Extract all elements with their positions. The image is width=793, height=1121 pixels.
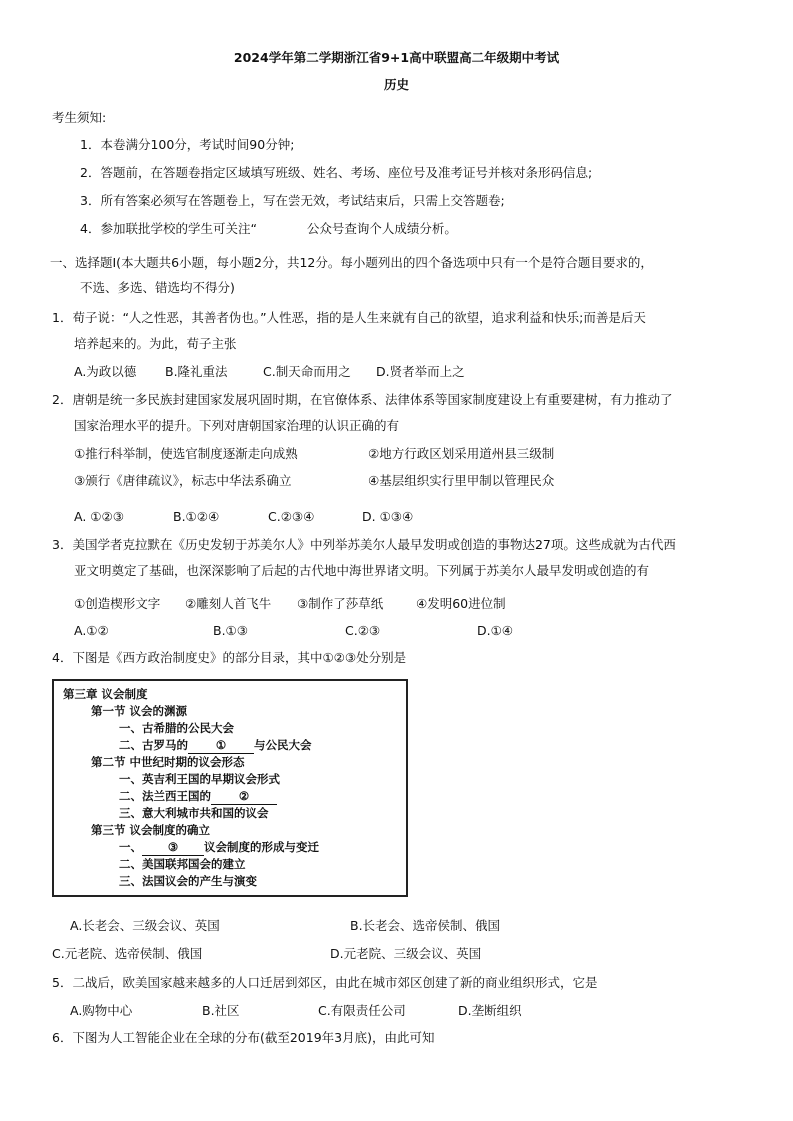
notice-heading: 考生须知: <box>52 110 107 125</box>
q3-item-2: ②雕刻人首飞牛 <box>185 596 272 611</box>
q4-option-b: B.长老会、选帝侯制、俄国 <box>350 918 501 933</box>
toc-s3-item-1: 一、 ③ 议会制度的形成与变迁 <box>119 840 319 854</box>
toc-section-3: 第三节 议会制度的确立 <box>91 823 211 837</box>
q5-option-a: A.购物中心 <box>70 1003 133 1018</box>
table-of-contents-figure <box>52 679 408 897</box>
section-heading-cont: 不选、多选、错选均不得分) <box>80 280 235 295</box>
toc-s2-item-3: 三、意大利城市共和国的议会 <box>119 806 269 820</box>
q2-option-c: C.②③④ <box>268 509 315 524</box>
question-2-stem-cont: 国家治理水平的提升。下列对唐朝国家治理的认识正确的有 <box>74 418 400 433</box>
q2-item-3: ③颁行《唐律疏议》，标志中华法系确立 <box>74 473 292 488</box>
exam-title: 2024学年第二学期浙江省9+1高中联盟高二年级期中考试 <box>233 50 560 65</box>
toc-s3-item-3: 三、法国议会的产生与演变 <box>119 874 257 888</box>
toc-s2-item-2: 二、法兰西王国的 ② <box>119 789 277 805</box>
q1-option-a: A.为政以德 <box>74 364 137 379</box>
question-3-stem-cont: 亚文明奠定了基础，也深深影响了后起的古代地中海世界诸文明。下列属于苏美尔人最早发明或创造的有 <box>74 563 650 578</box>
q2-item-4: ④基层组织实行里甲制以管理民众 <box>368 473 555 488</box>
section-heading: 一、选择题Ⅰ(本大题共6小题，每小题2分，共12分。每小题列出的四个备选项中只有一个是符合题目要求的， <box>50 255 653 270</box>
q2-option-b: B.①②④ <box>173 509 220 524</box>
notice-item-3: 3．所有答案必须写在答题卷上，写在尝无效，考试结束后，只需上交答题卷; <box>80 193 505 208</box>
q3-option-a: A.①② <box>74 623 109 638</box>
toc-section-1: 第一节 议会的渊源 <box>91 704 188 718</box>
q5-option-b: B.社区 <box>202 1003 240 1018</box>
q3-item-1: ①创造楔形文字 <box>74 596 161 611</box>
question-6-stem: 6．下图为人工智能企业在全球的分布(截至2019年3月底)，由此可知 <box>52 1030 435 1045</box>
q3-item-4: ④发明60进位制 <box>416 596 506 611</box>
q3-item-3: ③制作了莎草纸 <box>297 596 384 611</box>
q2-option-a: A. ①②③ <box>74 509 124 524</box>
q2-item-2: ②地方行政区划采用道州县三级制 <box>368 446 555 461</box>
question-4-stem: 4．下图是《西方政治制度史》的部分目录，其中①②③处分别是 <box>52 650 407 665</box>
toc-s1-item-2: 二、古罗马的 ① 与公民大会 <box>119 738 312 752</box>
q3-option-d: D.①④ <box>477 623 514 638</box>
q5-option-c: C.有限责任公司 <box>318 1003 406 1018</box>
q2-item-1: ①推行科举制，使选官制度逐渐走向成熟 <box>74 446 298 461</box>
blank-2: ② <box>211 789 277 805</box>
notice-item-1: 1．本卷满分100分，考试时间90分钟; <box>80 137 295 152</box>
toc-s2-item-1: 一、英吉利王国的早期议会形式 <box>119 772 280 786</box>
q1-option-d: D.贤者举而上之 <box>376 364 465 379</box>
blank-1: ① <box>188 738 254 754</box>
q1-option-b: B.隆礼重法 <box>165 364 228 379</box>
notice-item-2: 2．答题前，在答题卷指定区域填写班级、姓名、考场、座位号及准考证号并核对条形码信息; <box>80 165 593 180</box>
q4-option-a: A.长老会、三级会议、英国 <box>70 918 220 933</box>
q1-option-c: C.制天命而用之 <box>263 364 351 379</box>
question-3-stem: 3．美国学者克拉默在《历史发轫于苏美尔人》中列举苏美尔人最早发明或创造的事物达27项。这些成就为古代西 <box>52 537 676 552</box>
q2-option-d: D. ①③④ <box>362 509 414 524</box>
blank-3: ③ <box>142 840 204 856</box>
toc-chapter: 第三章 议会制度 <box>63 687 148 701</box>
question-1-stem-cont: 培养起来的。为此，荀子主张 <box>74 336 237 351</box>
toc-section-2: 第二节 中世纪时期的议会形态 <box>91 755 245 769</box>
q3-option-b: B.①③ <box>213 623 248 638</box>
notice-item-4: 4．参加联批学校的学生可关注“ 公众号查询个人成绩分析。 <box>80 221 457 236</box>
question-5-stem: 5．二战后，欧美国家越来越多的人口迁居到郊区，由此在城市郊区创建了新的商业组织形式，它是 <box>52 975 598 990</box>
q3-option-c: C.②③ <box>345 623 381 638</box>
toc-s3-item-2: 二、美国联邦国会的建立 <box>119 857 246 871</box>
q5-option-d: D.垄断组织 <box>458 1003 522 1018</box>
question-2-stem: 2．唐朝是统一多民族封建国家发展巩固时期，在官僚体系、法律体系等国家制度建设上有重要建树，有力推动了 <box>52 392 673 407</box>
subject-title: 历史 <box>383 77 409 92</box>
question-1-stem: 1．荀子说：“人之性恶，其善者伪也。”人性恶，指的是人生来就有自己的欲望，追求利益和快乐;而善是后天 <box>52 310 646 325</box>
q4-option-c: C.元老院、选帝侯制、俄国 <box>52 946 203 961</box>
q4-option-d: D.元老院、三级会议、英国 <box>330 946 482 961</box>
toc-s1-item-1: 一、古希腊的公民大会 <box>119 721 234 735</box>
